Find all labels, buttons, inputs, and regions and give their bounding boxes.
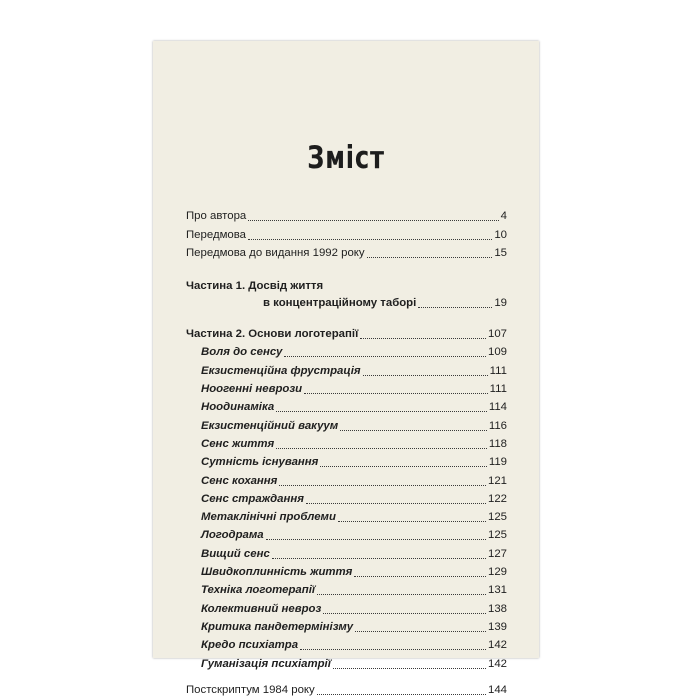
subentry-title: Кредо психіатра: [201, 639, 299, 652]
part-2-items: [186, 342, 507, 671]
toc-entry-postscript[interactable]: [186, 680, 507, 698]
dot-leader: [306, 503, 486, 504]
toc-subentry[interactable]: [186, 562, 507, 580]
toc-subentry[interactable]: [186, 397, 507, 415]
toc-subentry[interactable]: [186, 617, 507, 635]
subentry-page: 131: [487, 584, 507, 597]
part-1-title-line-1: Частина 1. Досвід життя: [186, 279, 324, 292]
toc-subentry[interactable]: [186, 653, 507, 671]
table-of-contents: [186, 206, 507, 698]
toc-part-1[interactable]: [186, 278, 507, 311]
dot-leader: [360, 338, 486, 339]
dot-leader: [317, 594, 486, 595]
entry-title: Частина 2. Основи логотерапії: [186, 328, 359, 341]
toc-subentry[interactable]: [186, 525, 507, 543]
subentry-title: Воля до сенсу: [201, 346, 283, 359]
entry-title: Про автора: [186, 210, 247, 223]
subentry-title: Швидкоплинність життя: [201, 566, 353, 579]
book-page: [153, 41, 539, 696]
toc-subentry[interactable]: [186, 470, 507, 488]
toc-subentry[interactable]: [186, 598, 507, 616]
part-1-title-line-2: [186, 294, 507, 311]
dot-leader: [355, 631, 486, 632]
bleed-through-text: [189, 75, 519, 95]
subentry-title: Критика пандетермінізму: [201, 620, 354, 633]
dot-leader: [340, 430, 487, 431]
subentry-title: Ноодинаміка: [201, 401, 275, 414]
toc-subentry[interactable]: [186, 489, 507, 507]
entry-page: 19: [494, 296, 507, 309]
dot-leader: [266, 539, 486, 540]
subentry-title: Гуманізація психіатрії: [201, 657, 331, 670]
dot-leader: [323, 613, 486, 614]
toc-subentry[interactable]: [186, 452, 507, 470]
toc-part-2-heading[interactable]: [186, 324, 507, 342]
entry-title: Постскриптум 1984 року: [186, 683, 315, 696]
subentry-page: 119: [488, 456, 507, 469]
toc-entry-about-author[interactable]: [186, 206, 507, 224]
subentry-page: 122: [487, 492, 507, 505]
subentry-title: Метаклінічні проблеми: [201, 511, 336, 524]
subentry-title: Сенс страждання: [201, 492, 304, 505]
subentry-title: Екзистенційний вакуум: [201, 419, 339, 432]
toc-subentry[interactable]: [186, 342, 507, 360]
page-title: Зміст: [307, 140, 385, 176]
dot-leader: [363, 375, 488, 376]
toc-subentry[interactable]: [186, 543, 507, 561]
entry-page: 144: [487, 683, 507, 696]
subentry-page: 111: [489, 364, 507, 377]
dot-leader: [276, 411, 487, 412]
dot-leader: [279, 485, 486, 486]
subentry-page: 109: [487, 346, 507, 359]
toc-entry-foreword-1992[interactable]: [186, 243, 507, 261]
toc-part-2: [186, 324, 507, 672]
subentry-title: Сутність існування: [201, 456, 319, 469]
subentry-page: 139: [487, 620, 507, 633]
dot-leader: [300, 649, 486, 650]
subentry-page: 118: [488, 437, 507, 450]
subentry-page: 129: [487, 566, 507, 579]
entry-title: Передмова до видання 1992 року: [186, 246, 365, 259]
entry-title: в концентраційному таборі: [263, 296, 417, 309]
subentry-title: Сенс життя: [201, 437, 275, 450]
dot-leader: [272, 558, 486, 559]
dot-leader: [320, 466, 486, 467]
subentry-title: Колективний невроз: [201, 602, 322, 615]
entry-title: Передмова: [186, 228, 247, 241]
dot-leader: [354, 576, 486, 577]
subentry-page: 125: [487, 511, 507, 524]
dot-leader: [338, 521, 486, 522]
entry-page: 107: [487, 328, 507, 341]
subentry-title: Вищий сенс: [201, 547, 270, 560]
dot-leader: [418, 307, 492, 308]
subentry-page: 142: [487, 657, 507, 670]
entry-page: 10: [494, 228, 507, 241]
subentry-title: Ноогенні неврози: [201, 383, 303, 396]
toc-subentry[interactable]: [186, 379, 507, 397]
toc-subentry[interactable]: [186, 635, 507, 653]
dot-leader: [248, 239, 492, 240]
dot-leader: [284, 356, 486, 357]
subentry-page: 121: [487, 474, 507, 487]
subentry-title: Техніка логотерапії: [201, 584, 316, 597]
toc-subentry[interactable]: [186, 580, 507, 598]
dot-leader: [304, 393, 488, 394]
dot-leader: [317, 694, 486, 695]
entry-page: 4: [500, 210, 507, 223]
subentry-page: 111: [489, 383, 507, 396]
toc-subentry[interactable]: [186, 360, 507, 378]
subentry-page: 142: [487, 639, 507, 652]
subentry-title: Логодрама: [201, 529, 264, 542]
subentry-page: 138: [487, 602, 507, 615]
dot-leader: [248, 220, 498, 221]
toc-subentry[interactable]: [186, 434, 507, 452]
subentry-title: Сенс кохання: [201, 474, 278, 487]
subentry-page: 116: [488, 419, 507, 432]
dot-leader: [367, 257, 493, 258]
toc-subentry[interactable]: [186, 507, 507, 525]
subentry-title: Екзистенційна фрустрація: [201, 364, 361, 377]
toc-entry-foreword[interactable]: [186, 224, 507, 242]
subentry-page: 127: [487, 547, 507, 560]
dot-leader: [276, 448, 487, 449]
dot-leader: [333, 668, 486, 669]
entry-page: 15: [494, 246, 507, 259]
subentry-page: 114: [488, 401, 507, 414]
subentry-page: 125: [487, 529, 507, 542]
toc-subentry[interactable]: [186, 415, 507, 433]
